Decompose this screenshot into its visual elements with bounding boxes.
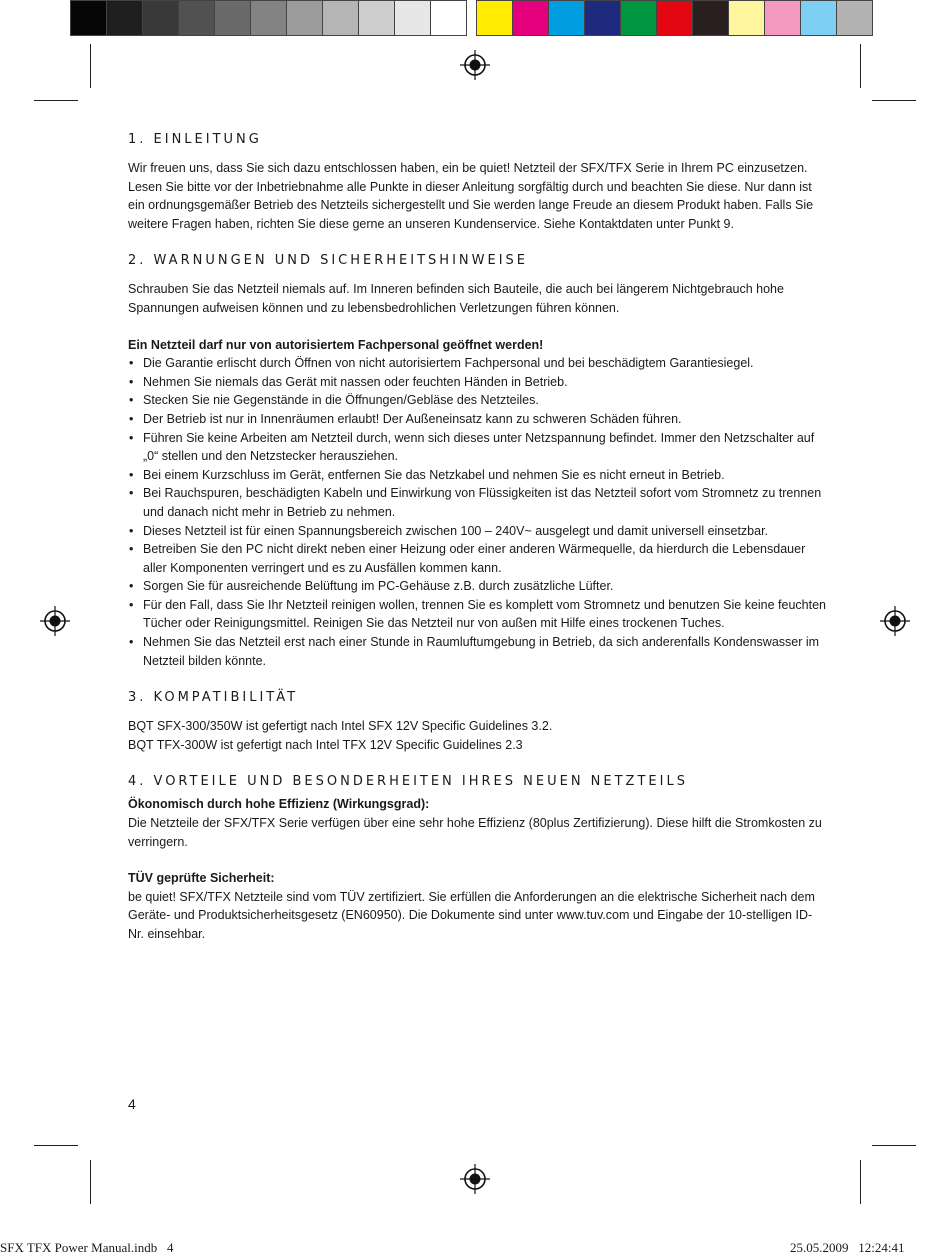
crop-mark bbox=[872, 1145, 916, 1146]
list-item: • Nehmen Sie das Netzteil erst nach einer Stunde in Raumluftumgebung in Betrieb, da sich anderenfalls Kondenswasser im Netzteil bilden könnte. bbox=[128, 633, 828, 670]
list-item: • Nehmen Sie niemals das Gerät mit nassen oder feuchten Händen in Betrieb. bbox=[128, 373, 828, 392]
color-swatch bbox=[548, 0, 585, 36]
crop-mark bbox=[90, 1160, 91, 1204]
color-swatch bbox=[620, 0, 657, 36]
crop-mark bbox=[90, 44, 91, 88]
section-heading: 2. WARNUNGEN UND SICHERHEITSHINWEISE bbox=[128, 253, 528, 269]
crop-mark bbox=[872, 100, 916, 101]
color-swatch bbox=[800, 0, 837, 36]
color-swatch bbox=[836, 0, 873, 36]
crop-mark bbox=[860, 1160, 861, 1204]
grey-swatch bbox=[142, 0, 179, 36]
registration-mark-icon bbox=[40, 606, 70, 636]
list-item: • Bei Rauchspuren, beschädigten Kabeln und Einwirkung von Flüssigkeiten ist das Netzteil sofort vom Stromnetz zu trennen und danach nicht mehr in Betrieb zu nehmen. bbox=[128, 484, 828, 521]
section-heading: 4. VORTEILE UND BESONDERHEITEN IHRES NEUEN NETZTEILS bbox=[128, 774, 688, 790]
section-introduction bbox=[128, 132, 828, 233]
crop-mark bbox=[860, 44, 861, 88]
color-swatch bbox=[656, 0, 693, 36]
page-number: 4 bbox=[128, 1096, 136, 1112]
list-item: • Sorgen Sie für ausreichende Belüftung im PC-Gehäuse z.B. durch zusätzliche Lüfter. bbox=[128, 577, 828, 596]
grey-swatch bbox=[322, 0, 359, 36]
grey-swatch bbox=[394, 0, 431, 36]
section-warnings bbox=[128, 253, 828, 670]
manual-page-content bbox=[128, 132, 828, 964]
color-swatch bbox=[692, 0, 729, 36]
grey-swatch bbox=[106, 0, 143, 36]
warning-paragraph: Schrauben Sie das Netzteil niemals auf. Im Inneren befinden sich Bauteile, die auch bei längerem Nichtgebrauch hohe Spannungen aufweisen können und zu lebensbedrohlichen Verletzungen führen können. bbox=[128, 282, 784, 315]
swatch-gap bbox=[466, 0, 476, 38]
safety-bullet-list bbox=[128, 354, 828, 670]
color-swatch bbox=[764, 0, 801, 36]
list-item: • Die Garantie erlischt durch Öffnen von nicht autorisiertem Fachpersonal und bei beschädigtem Garantiesiegel. bbox=[128, 354, 828, 373]
grey-swatch bbox=[430, 0, 467, 36]
warning-bold-notice: Ein Netzteil darf nur von autorisiertem Fachpersonal geöffnet werden! bbox=[128, 337, 544, 352]
color-swatch bbox=[512, 0, 549, 36]
section-heading: 1. EINLEITUNG bbox=[128, 132, 262, 147]
color-swatch bbox=[584, 0, 621, 36]
grey-swatch bbox=[286, 0, 323, 36]
footer-filename: SFX TFX Power Manual.indb 4 bbox=[0, 1240, 174, 1255]
crop-mark bbox=[34, 100, 78, 101]
grey-swatch bbox=[178, 0, 215, 36]
compat-line: BQT TFX-300W ist gefertigt nach Intel TFX 12V Specific Guidelines 2.3 bbox=[128, 737, 523, 752]
subheading: Ökonomisch durch hohe Effizienz (Wirkungsgrad): bbox=[128, 797, 430, 812]
intro-paragraph: Wir freuen uns, dass Sie sich dazu entschlossen haben, ein be quiet! Netzteil der SFX/TFX Serie in Ihrem PC einzusetzen. Lesen Sie bitte vor der Inbetriebnahme alle Punkte in dieser Anleitung sorgfältig durch und beachten Sie diese. Nur dann ist ein ordnungsgemäßer Betrieb des Netzteils sichergestellt und Sie werden lange Freude an diesem Produkt haben. Falls Sie weitere Fragen haben, richten Sie diese gerne an unseren Kundenservice. Siehe Kontaktdaten unter Punkt 9. bbox=[128, 161, 814, 231]
tuv-paragraph: be quiet! SFX/TFX Netzteile sind vom TÜV zertifiziert. Sie erfüllen die Anforderungen an die elektrische Sicherheit nach dem Geräte- und Produktsicherheitsgesetz (EN60950). Die Dokumente sind unter www.tuv.com und Eingabe der 10-stelligen ID-Nr. einsehbar. bbox=[128, 889, 815, 941]
crop-mark bbox=[34, 1145, 78, 1146]
list-item: • Für den Fall, dass Sie Ihr Netzteil reinigen wollen, trennen Sie es komplett vom Stromnetz und benutzen Sie keine feuchten Tücher oder Reinigungsmittel. Reinigen Sie das Netzteil nur von außen mit Hilfe eines trockenen Tuches. bbox=[128, 596, 828, 633]
efficiency-paragraph: Die Netzteile der SFX/TFX Serie verfügen über eine sehr hohe Effizienz (80plus Zertifizierung). Diese hilft die Stromkosten zu verringern. bbox=[128, 816, 822, 849]
section-heading: 3. KOMPATIBILITÄT bbox=[128, 690, 299, 706]
list-item: • Dieses Netzteil ist für einen Spannungsbereich zwischen 100 – 240V~ ausgelegt und damit universell einsetzbar. bbox=[128, 522, 828, 541]
color-calibration-bar bbox=[70, 0, 872, 38]
compat-line: BQT SFX-300/350W ist gefertigt nach Intel SFX 12V Specific Guidelines 3.2. bbox=[128, 719, 553, 734]
grey-swatch bbox=[358, 0, 395, 36]
registration-mark-icon bbox=[460, 1164, 490, 1194]
color-swatch bbox=[728, 0, 765, 36]
list-item: • Betreiben Sie den PC nicht direkt neben einer Heizung oder einer anderen Wärmequelle, da hierdurch die Lebensdauer aller Komponenten verringert und es zu Ausfällen kommen kann. bbox=[128, 540, 828, 577]
grey-swatch bbox=[250, 0, 287, 36]
registration-mark-icon bbox=[460, 50, 490, 80]
color-swatch bbox=[476, 0, 513, 36]
registration-mark-icon bbox=[880, 606, 910, 636]
grey-swatch bbox=[214, 0, 251, 36]
section-advantages bbox=[128, 774, 828, 943]
list-item: • Der Betrieb ist nur in Innenräumen erlaubt! Der Außeneinsatz kann zu schweren Schäden führen. bbox=[128, 410, 828, 429]
section-compatibility bbox=[128, 690, 828, 754]
footer-timestamp: 25.05.2009 12:24:41 bbox=[790, 1240, 905, 1255]
list-item: • Stecken Sie nie Gegenstände in die Öffnungen/Gebläse des Netzteiles. bbox=[128, 391, 828, 410]
subheading: TÜV geprüfte Sicherheit: bbox=[128, 871, 275, 886]
grey-swatch bbox=[70, 0, 107, 36]
list-item: • Bei einem Kurzschluss im Gerät, entfernen Sie das Netzkabel und nehmen Sie es nicht erneut in Betrieb. bbox=[128, 466, 828, 485]
list-item: • Führen Sie keine Arbeiten am Netzteil durch, wenn sich dieses unter Netzspannung befindet. Immer den Netzschalter auf „0“ stellen und den Netzstecker herausziehen. bbox=[128, 429, 828, 466]
